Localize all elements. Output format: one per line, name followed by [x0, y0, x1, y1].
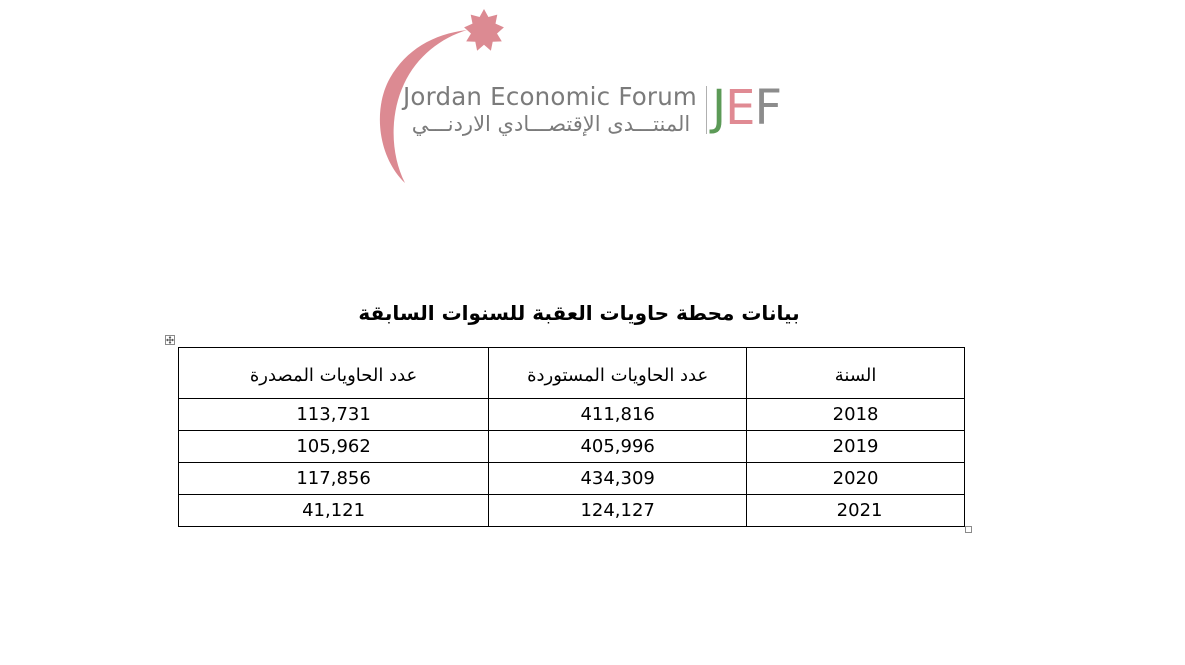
table-resize-handle[interactable] [965, 526, 972, 533]
logo-letter-j: J [712, 80, 726, 136]
table-row [179, 463, 965, 495]
cell-imported: 405,996 [489, 431, 747, 463]
table-header-row [179, 348, 965, 399]
document-title: بيانات محطة حاويات العقبة للسنوات السابقة [358, 301, 800, 325]
logo-letter-e: E [725, 80, 755, 136]
cell-exported: 41,121 [179, 495, 489, 527]
cell-exported: 117,856 [179, 463, 489, 495]
header-imported: عدد الحاويات المستوردة [489, 348, 747, 399]
logo-letter-f: F [754, 80, 782, 136]
table-move-handle-icon[interactable] [165, 335, 175, 345]
cell-exported: 113,731 [179, 399, 489, 431]
logo-separator [706, 86, 707, 134]
logo-name-en: Jordan Economic Forum [403, 82, 698, 111]
cell-imported: 411,816 [489, 399, 747, 431]
header-year: السنة [747, 348, 965, 399]
jef-logo [375, 6, 795, 188]
table-row [179, 495, 965, 527]
header-exported: عدد الحاويات المصدرة [179, 348, 489, 399]
cell-year: 2021 [747, 495, 965, 527]
cell-exported: 105,962 [179, 431, 489, 463]
table-row [179, 399, 965, 431]
containers-table [178, 347, 965, 527]
logo-abbreviation [712, 81, 781, 135]
star-icon [464, 9, 504, 51]
table-row [179, 431, 965, 463]
cell-imported: 124,127 [489, 495, 747, 527]
logo-name-ar: المنتـــدى الإقتصـــادي الاردنـــي [411, 112, 691, 136]
cell-year: 2020 [747, 463, 965, 495]
cell-year: 2018 [747, 399, 965, 431]
cell-imported: 434,309 [489, 463, 747, 495]
cell-year: 2019 [747, 431, 965, 463]
